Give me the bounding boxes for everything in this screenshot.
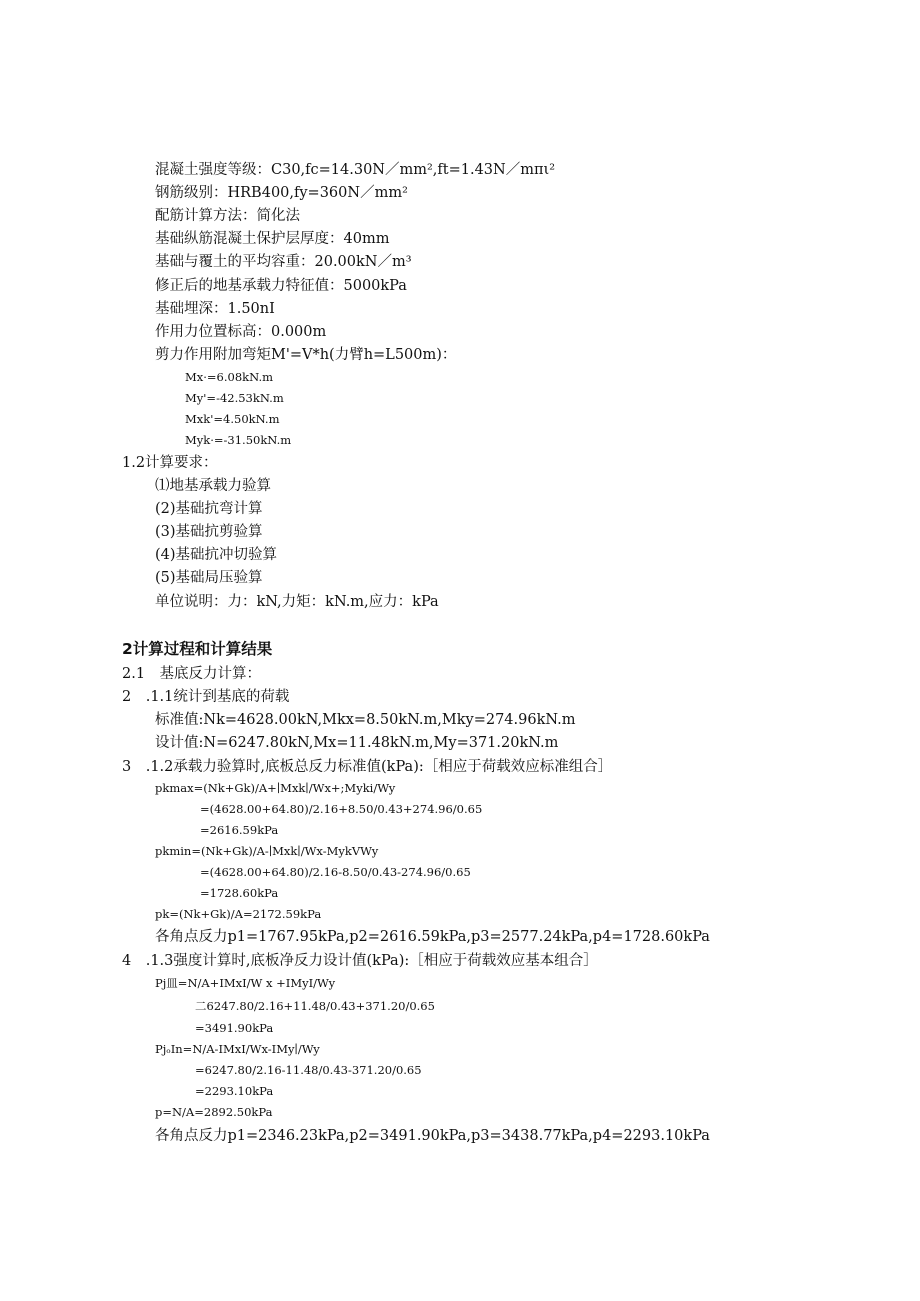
cover-thickness-line: 基础纵筋混凝土保护层厚度：40mm [155, 231, 390, 247]
pkmin-substitution: =(4628.00+64.80)/2.16-8.50/0.43-274.96/0.65 [200, 865, 471, 879]
rebar-grade-line: 钢筋级别：HRB400,fy=360N／mm² [155, 185, 408, 201]
p-average-result: p=N/A=2892.50kPa [155, 1105, 273, 1119]
requirement-item: (3)基础抗剪验算 [155, 524, 263, 540]
section-2-1-1-heading: 2 .1.1统计到基底的荷载 [122, 689, 290, 705]
section-2-1-3-heading: 4 .1.3强度计算时,底板净反力设计值(kPa):［相应于荷载效应基本组合］ [122, 953, 598, 969]
unit-weight-line: 基础与覆土的平均容重：20.00kN／m³ [155, 254, 412, 270]
requirement-item: ⑴地基承载力验算 [155, 478, 271, 494]
requirement-item: (2)基础抗弯计算 [155, 501, 263, 517]
units-note: 单位说明：力：kN,力矩：kN.m,应力：kPa [155, 594, 439, 610]
corner-reactions-standard: 各角点反力p1=1767.95kPa,p2=2616.59kPa,p3=2577.24kPa,p4=1728.60kPa [155, 929, 710, 945]
myk-value: Myk·=-31.50kN.m [185, 433, 292, 447]
pkmax-substitution: =(4628.00+64.80)/2.16+8.50/0.43+274.96/0.65 [200, 802, 483, 816]
design-load-line: 设计值:N=6247.80kN,Mx=11.48kN.m,My=371.20kN.m [155, 735, 559, 751]
corner-reactions-design: 各角点反力p1=2346.23kPa,p2=3491.90kPa,p3=3438.77kPa,p4=2293.10kPa [155, 1128, 710, 1144]
additional-moment-title: 剪力作用附加弯矩M'=V*h(力臂h=L500m)： [155, 347, 457, 363]
mx-value: Mx·=6.08kN.m [185, 370, 274, 384]
pjmax-substitution: 二6247.80/2.16+11.48/0.43+371.20/0.65 [195, 999, 435, 1013]
requirements-title: 1.2计算要求： [122, 455, 218, 471]
pkmin-result: =1728.60kPa [200, 886, 279, 900]
requirement-item: (4)基础抗冲切验算 [155, 547, 278, 563]
rebar-method-line: 配筋计算方法：简化法 [155, 208, 300, 224]
pjmin-result: =2293.10kPa [195, 1084, 274, 1098]
requirement-item: (5)基础局压验算 [155, 570, 263, 586]
my-value: My'=-42.53kN.m [185, 391, 284, 405]
section-2-1-2-heading: 3 .1.2承载力验算时,底板总反力标准值(kPa):［相应于荷载效应标准组合］ [122, 759, 613, 775]
embed-depth-line: 基础埋深：1.50nI [155, 301, 275, 317]
pkmax-result: =2616.59kPa [200, 823, 279, 837]
force-elevation-line: 作用力位置标高：0.000m [155, 324, 327, 340]
pk-result: pk=(Nk+Gk)/A=2172.59kPa [155, 907, 322, 921]
bearing-capacity-line: 修正后的地基承载力特征值：5000kPa [155, 278, 407, 294]
pjmax-formula: Pj皿=N/A+IMxI/W x +IMyI/Wy [155, 976, 336, 990]
pjmin-substitution: =6247.80/2.16-11.48/0.43-371.20/0.65 [195, 1063, 422, 1077]
concrete-grade-line: 混凝土强度等级：C30,fc=14.30N／mm²,ft=1.43N／mπι² [155, 162, 556, 178]
pkmax-formula: pkmax=(Nk+Gk)/A+∣Mxk∣/Wx+;Myki/Wy [155, 781, 396, 795]
pkmin-formula: pkmin=(Nk+Gk)/A-∣Mxk∣/Wx-MykVWy [155, 844, 379, 858]
section-2-1-heading: 2.1 基底反力计算： [122, 666, 262, 682]
standard-load-line: 标准值:Nk=4628.00kN,Mkx=8.50kN.m,Mky=274.96kN.m [155, 712, 576, 728]
section-2-heading: 2计算过程和计算结果 [122, 640, 273, 658]
mxk-value: Mxk'=4.50kN.m [185, 412, 280, 426]
pjmin-formula: PjₒIn=N/A-IMxI/Wx-IMy∣/Wy [155, 1042, 320, 1056]
pjmax-result: =3491.90kPa [195, 1021, 274, 1035]
